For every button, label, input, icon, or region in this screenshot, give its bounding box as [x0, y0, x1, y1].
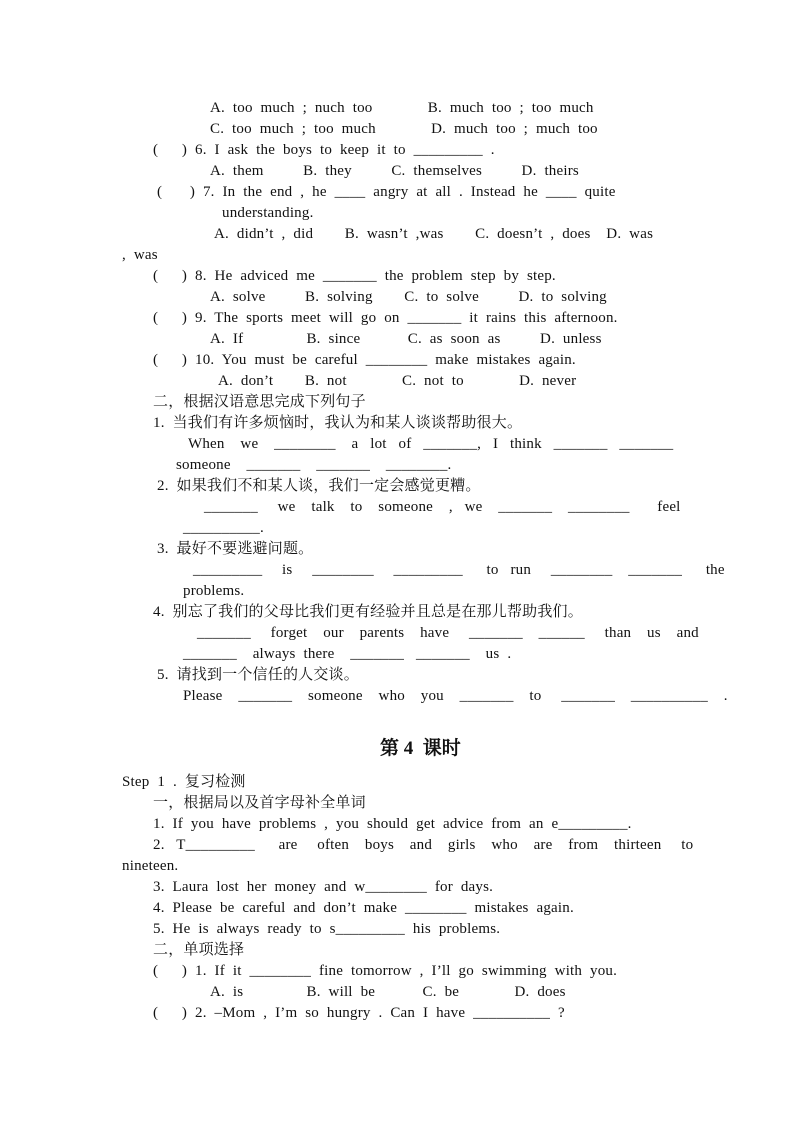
- q6-stem: ( ) 6. I ask the boys to keep it to _________ .: [153, 142, 495, 158]
- word-2-cont: nineteen.: [122, 858, 179, 874]
- translate-4-line2: _______ always there _______ _______ us .: [183, 646, 512, 662]
- q8-options: A. solve B. solving C. to solve D. to solving: [210, 289, 607, 305]
- translate-1-line2: someone _______ _______ ________.: [176, 457, 452, 473]
- q6-options: A. them B. they C. themselves D. theirs: [210, 163, 579, 179]
- word-3: 3. Laura lost her money and w________ for days.: [153, 879, 494, 895]
- translate-2-prompt: 2. 如果我们不和某人谈，我们一定会感觉更糟。: [157, 478, 481, 494]
- translate-1-line1: When we ________ a lot of _______, I think _______ _______: [188, 436, 674, 452]
- mc-1-options: A. is B. will be C. be D. does: [210, 984, 566, 1000]
- word-1: 1. If you have problems , you should get advice from an e_________.: [153, 816, 632, 832]
- q7-options: A. didn’t , did B. wasn’t ,was C. doesn’t , does D. was: [214, 226, 654, 242]
- translate-3-line1: _________ is ________ _________ to run ________ _______ the: [193, 562, 725, 578]
- part-1-heading: 一，根据局以及首字母补全单词: [153, 795, 366, 811]
- q7-stem: ( ) 7. In the end , he ____ angry at all . Instead he ____ quite: [157, 184, 616, 200]
- translate-2-line1: _______ we talk to someone , we _______ ________ feel: [204, 499, 681, 515]
- translate-3-line2: problems.: [183, 583, 245, 599]
- word-2: 2. T_________ are often boys and girls who are from thirteen to: [153, 837, 694, 853]
- translate-3-prompt: 3. 最好不要逃避问题。: [157, 541, 314, 557]
- translate-4-line1: _______ forget our parents have _______ ______ than us and: [197, 625, 699, 641]
- word-4: 4. Please be careful and don’t make ________ mistakes again.: [153, 900, 574, 916]
- q5-options-ab: A. too much ; nuch too B. much too ; too much: [210, 100, 594, 116]
- q9-options: A. If B. since C. as soon as D. unless: [210, 331, 602, 347]
- part-2-heading: 二，单项选择: [153, 942, 245, 958]
- q5-options-cd: C. too much ; too much D. much too ; much too: [210, 121, 598, 137]
- translate-4-prompt: 4. 别忘了我们的父母比我们更有经验并且总是在那儿帮助我们。: [153, 604, 583, 620]
- q7-stem-cont: understanding.: [222, 205, 314, 221]
- translate-1-prompt: 1. 当我们有许多烦恼时，我认为和某人谈谈帮助很大。: [153, 415, 523, 431]
- section-2-heading: 二，根据汉语意思完成下列句子: [153, 394, 366, 410]
- word-5: 5. He is always ready to s_________ his problems.: [153, 921, 501, 937]
- translate-5-prompt: 5. 请找到一个信任的人交谈。: [157, 667, 359, 683]
- section-title: 第 4 课时: [380, 738, 461, 759]
- mc-2-stem: ( ) 2. –Mom , I’m so hungry . Can I have __________ ?: [153, 1005, 565, 1021]
- translate-5-line1: Please _______ someone who you _______ to _______ __________ .: [183, 688, 728, 704]
- translate-2-line2: __________.: [183, 520, 264, 536]
- q7-options-cont: , was: [122, 247, 158, 263]
- q8-stem: ( ) 8. He adviced me _______ the problem step by step.: [153, 268, 556, 284]
- mc-1-stem: ( ) 1. If it ________ fine tomorrow , I’ll go swimming with you.: [153, 963, 618, 979]
- step-1-heading: Step 1 . 复习检测: [122, 774, 246, 790]
- q10-options: A. don’t B. not C. not to D. never: [218, 373, 577, 389]
- q9-stem: ( ) 9. The sports meet will go on _______ it rains this afternoon.: [153, 310, 618, 326]
- q10-stem: ( ) 10. You must be careful ________ make mistakes again.: [153, 352, 576, 368]
